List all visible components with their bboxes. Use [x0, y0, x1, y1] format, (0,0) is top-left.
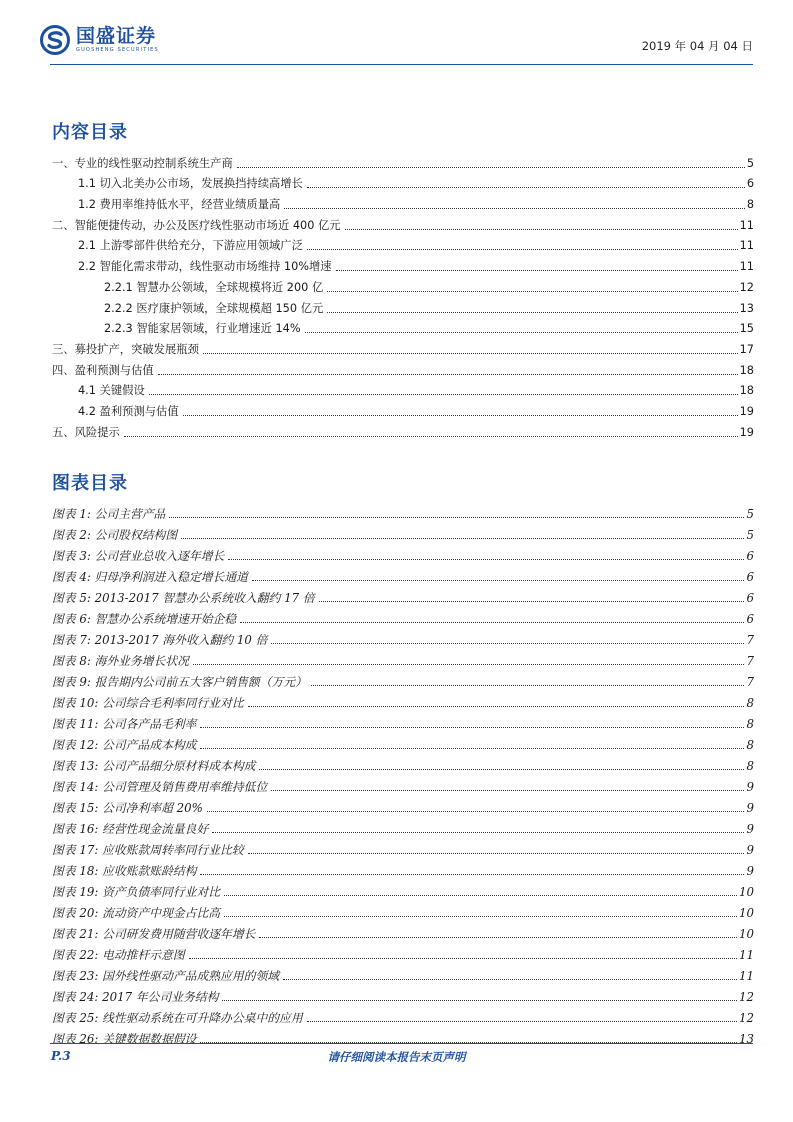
toc-entry[interactable]: [52, 357, 754, 378]
figure-entry-label: 图表 18: 应收账款账龄结构: [52, 864, 197, 878]
figure-entry-page: 9: [746, 843, 754, 857]
dot-leader: [124, 436, 738, 437]
toc-entry[interactable]: [52, 378, 754, 399]
toc-entry-page: 19: [739, 425, 754, 439]
figure-entry[interactable]: [52, 941, 754, 962]
figure-entry-label: 图表 9: 报告期内公司前五大客户销售额（万元）: [52, 675, 307, 689]
figure-entry-label: 图表 24: 2017 年公司业务结构: [52, 990, 219, 1004]
dot-leader: [224, 916, 737, 917]
dot-leader: [181, 538, 744, 539]
toc-entry[interactable]: [52, 295, 754, 316]
figure-entry-label: 图表 4: 归母净利润进入稳定增长通道: [52, 570, 248, 584]
figure-entry-page: 10: [738, 885, 754, 899]
figure-entry-page: 12: [738, 990, 754, 1004]
figure-entry-label: 图表 2: 公司股权结构图: [52, 528, 178, 542]
figure-entry[interactable]: [52, 899, 754, 920]
figure-entry-label: 图表 13: 公司产品细分原材料成本构成: [52, 759, 256, 773]
toc-entry[interactable]: [52, 233, 754, 254]
figure-entry[interactable]: [52, 794, 754, 815]
toc-entry[interactable]: [52, 336, 754, 357]
dot-leader: [305, 332, 738, 333]
dot-leader: [158, 374, 738, 375]
figure-entry[interactable]: [52, 668, 754, 689]
figure-entry-label: 图表 25: 线性驱动系统在可升降办公桌中的应用: [52, 1011, 303, 1025]
dot-leader: [237, 167, 745, 168]
figure-entry-label: 图表 3: 公司营业总收入逐年增长: [52, 549, 225, 563]
figure-entry[interactable]: [52, 878, 754, 899]
dot-leader: [248, 706, 745, 707]
figure-entry-page: 8: [746, 696, 754, 710]
dot-leader: [248, 853, 745, 854]
figures-title: 图表目录: [52, 473, 128, 494]
dot-leader: [311, 685, 745, 686]
page-header: [40, 22, 753, 62]
toc-entry-label: 一、专业的线性驱动控制系统生产商: [52, 156, 233, 170]
toc-entry[interactable]: [52, 274, 754, 295]
toc-entry-page: 17: [739, 342, 754, 356]
toc-entry-label: 2.2.2 医疗康护领域，全球规模超 150 亿元: [52, 302, 325, 316]
figure-entry[interactable]: [52, 983, 754, 1004]
figure-entry-page: 8: [746, 717, 754, 731]
figure-entry-page: 8: [746, 738, 754, 752]
dot-leader: [271, 790, 744, 791]
figure-entry-page: 6: [746, 549, 754, 563]
dot-leader: [283, 979, 737, 980]
toc-entry-label: 五、风险提示: [52, 425, 120, 439]
figure-entry-label: 图表 17: 应收账款周转率同行业比较: [52, 843, 244, 857]
dot-leader: [228, 559, 744, 560]
dot-leader: [307, 187, 745, 188]
figure-entry[interactable]: [52, 836, 754, 857]
dot-leader: [212, 832, 744, 833]
figure-entry-label: 图表 26: 关键数据数据假设: [52, 1032, 197, 1046]
figure-entry[interactable]: [52, 647, 754, 668]
figure-entry-page: 11: [738, 969, 754, 983]
dot-leader: [203, 353, 738, 354]
toc-entry[interactable]: [52, 419, 754, 440]
figure-entry[interactable]: [52, 521, 754, 542]
figure-entry-page: 10: [738, 906, 754, 920]
toc-entry-label: 2.1 上游零部件供给充分，下游应用领域广泛: [52, 239, 305, 253]
figure-entry-page: 13: [738, 1032, 754, 1046]
toc-entry-page: 11: [739, 239, 754, 253]
figure-entry[interactable]: [52, 626, 754, 647]
figure-entry-page: 7: [746, 633, 754, 647]
dot-leader: [193, 664, 745, 665]
toc-entry-page: 8: [746, 198, 754, 212]
figure-entry-page: 8: [746, 759, 754, 773]
figure-entry-label: 图表 14: 公司管理及销售费用率维持低位: [52, 780, 268, 794]
logo-emblem-icon: [40, 25, 70, 55]
dot-leader: [149, 394, 738, 395]
dot-leader: [327, 312, 737, 313]
figure-entry[interactable]: [52, 563, 754, 584]
disclaimer-note: 请仔细阅读本报告末页声明: [327, 1050, 466, 1064]
toc-entry-label: 4.1 关键假设: [52, 384, 147, 398]
figure-entry-label: 图表 11: 公司各产品毛利率: [52, 717, 197, 731]
dot-leader: [200, 748, 744, 749]
dot-leader: [307, 1021, 737, 1022]
figure-entry-label: 图表 12: 公司产品成本构成: [52, 738, 197, 752]
figure-entry-label: 图表 8: 海外业务增长状况: [52, 654, 189, 668]
figure-entry-page: 12: [738, 1011, 754, 1025]
figure-entry-label: 图表 10: 公司综合毛利率同行业对比: [52, 696, 244, 710]
logo-name-cn: 国盛证券: [76, 25, 157, 47]
dot-leader: [319, 601, 745, 602]
figure-entry[interactable]: [52, 920, 754, 941]
figure-entry-page: 5: [746, 528, 754, 542]
dot-leader: [307, 249, 738, 250]
dot-leader: [259, 937, 737, 938]
toc-entry[interactable]: [52, 150, 754, 171]
dot-leader: [259, 769, 744, 770]
figure-entry-label: 图表 5: 2013-2017 智慧办公系统收入翻约 17 倍: [52, 591, 315, 605]
toc-entry[interactable]: [52, 191, 754, 212]
toc-entry[interactable]: [52, 316, 754, 337]
toc-entry-page: 15: [739, 322, 754, 336]
figure-entry-page: 11: [738, 948, 754, 962]
figure-entry[interactable]: [52, 689, 754, 710]
figure-entry[interactable]: [52, 500, 754, 521]
toc-entry-page: 11: [739, 218, 754, 232]
figure-entry-label: 图表 22: 电动推杆示意图: [52, 948, 185, 962]
figure-entry[interactable]: [52, 1004, 754, 1025]
figure-entry[interactable]: [52, 710, 754, 731]
toc-entry-label: 1.1 切入北美办公市场，发展换挡持续高增长: [52, 177, 305, 191]
toc-entry-page: 19: [739, 404, 754, 418]
figure-entry[interactable]: [52, 815, 754, 836]
dot-leader: [222, 1000, 737, 1001]
toc-entry-label: 四、盈利预测与估值: [52, 363, 154, 377]
toc-entry[interactable]: [52, 171, 754, 192]
toc-entry[interactable]: [52, 398, 754, 419]
toc-entry-label: 2.2 智能化需求带动，线性驱动市场维持 10%增速: [52, 260, 334, 274]
figure-entry-page: 9: [746, 801, 754, 815]
header-divider: [50, 64, 753, 65]
footer-divider: [50, 1043, 753, 1044]
dot-leader: [284, 208, 745, 209]
toc-entry-page: 12: [739, 280, 754, 294]
toc-entry-label: 1.2 费用率维持低水平，经营业绩质量高: [52, 198, 282, 212]
dot-leader: [271, 643, 744, 644]
figure-entry-label: 图表 16: 经营性现金流量良好: [52, 822, 209, 836]
figure-entry[interactable]: [52, 731, 754, 752]
figure-entry-page: 6: [746, 612, 754, 626]
figure-entry-page: 9: [746, 780, 754, 794]
dot-leader: [183, 415, 738, 416]
figure-entry[interactable]: [52, 584, 754, 605]
figure-entry-page: 6: [746, 570, 754, 584]
figure-entry[interactable]: [52, 857, 754, 878]
toc-title: 内容目录: [52, 122, 128, 143]
figure-entry-label: 图表 15: 公司净利率超 20%: [52, 801, 203, 815]
figure-entry-label: 图表 7: 2013-2017 海外收入翻约 10 倍: [52, 633, 268, 647]
figure-entry-page: 7: [746, 675, 754, 689]
toc-entry-label: 4.2 盈利预测与估值: [52, 405, 181, 419]
dot-leader: [200, 874, 744, 875]
figure-entry[interactable]: [52, 773, 754, 794]
dot-leader: [207, 811, 745, 812]
figure-entry[interactable]: [52, 542, 754, 563]
dot-leader: [345, 229, 738, 230]
figure-entry-label: 图表 1: 公司主营产品: [52, 507, 166, 521]
toc-entry-page: 6: [746, 177, 754, 191]
toc-entry-label: 三、募投扩产，突破发展瓶颈: [52, 342, 199, 356]
dot-leader: [189, 958, 737, 959]
dot-leader: [327, 291, 737, 292]
toc-entry[interactable]: [52, 212, 754, 233]
figure-entry-label: 图表 20: 流动资产中现金占比高: [52, 906, 221, 920]
figure-entry-page: 9: [746, 822, 754, 836]
toc-entry-label: 二、智能便捷传动，办公及医疗线性驱动市场近 400 亿元: [52, 218, 341, 232]
figure-entry-label: 图表 21: 公司研发费用随营收逐年增长: [52, 927, 256, 941]
figure-entry-page: 10: [738, 927, 754, 941]
toc-entry-page: 18: [739, 384, 754, 398]
dot-leader: [240, 622, 744, 623]
company-logo: [40, 22, 159, 58]
toc-entry[interactable]: [52, 253, 754, 274]
dot-leader: [224, 895, 737, 896]
figure-entry-page: 7: [746, 654, 754, 668]
dot-leader: [252, 580, 745, 581]
figure-entry[interactable]: [52, 962, 754, 983]
dot-leader: [336, 270, 738, 271]
figure-entry-label: 图表 23: 国外线性驱动产品成熟应用的领域: [52, 969, 280, 983]
toc-entry-label: 2.2.1 智慧办公领域，全球规模将近 200 亿: [52, 281, 325, 295]
figure-entry[interactable]: [52, 605, 754, 626]
page-number: P.3: [51, 1049, 71, 1063]
figure-entry-page: 5: [746, 507, 754, 521]
figures-list: [52, 500, 754, 1046]
toc-list: [52, 150, 754, 440]
toc-entry-page: 5: [746, 156, 754, 170]
logo-name-en: GUOSHENG SECURITIES: [76, 47, 159, 53]
toc-entry-page: 11: [739, 260, 754, 274]
toc-entry-page: 18: [739, 363, 754, 377]
dot-leader: [200, 727, 744, 728]
figure-entry[interactable]: [52, 752, 754, 773]
figure-entry-label: 图表 19: 资产负债率同行业对比: [52, 885, 221, 899]
toc-entry-page: 13: [739, 301, 754, 315]
figure-entry-label: 图表 6: 智慧办公系统增速开始企稳: [52, 612, 237, 626]
figure-entry-page: 9: [746, 864, 754, 878]
figure-entry-page: 6: [746, 591, 754, 605]
toc-entry-label: 2.2.3 智能家居领域，行业增速近 14%: [52, 322, 303, 336]
report-date: 2019 年 04 月 04 日: [641, 39, 753, 53]
dot-leader: [169, 517, 744, 518]
